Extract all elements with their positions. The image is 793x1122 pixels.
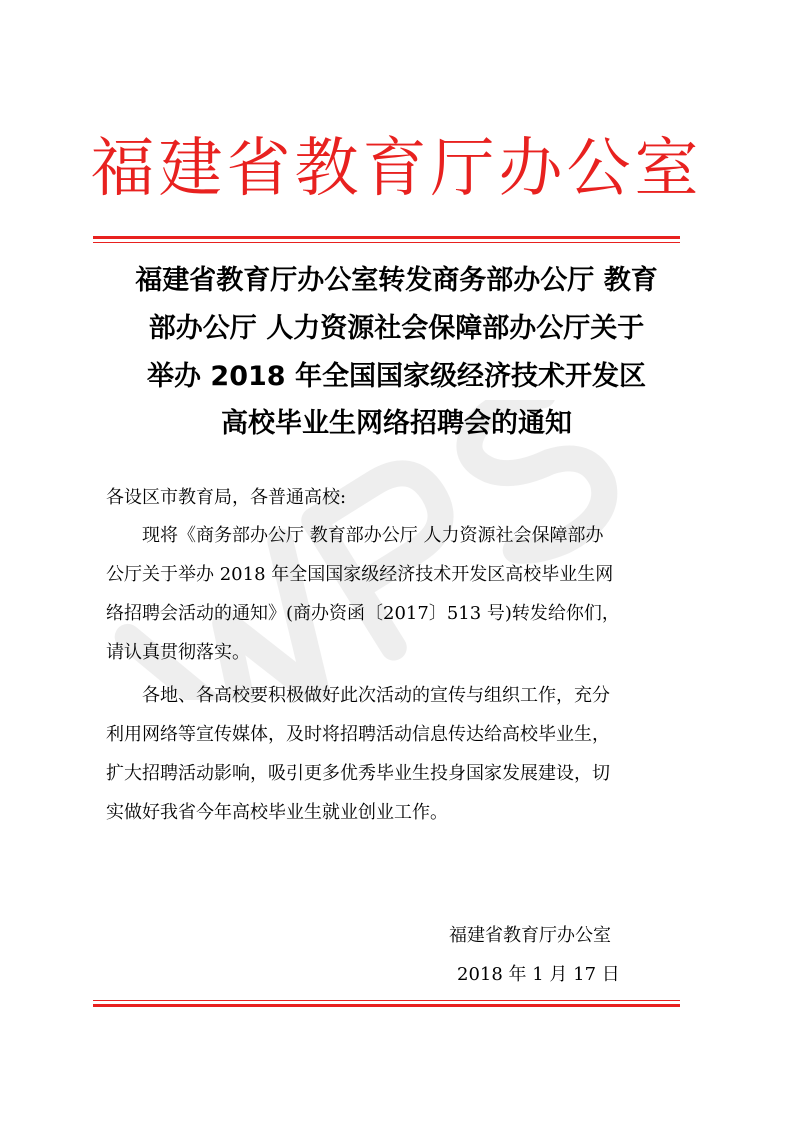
paragraph-1-line-4: 请认真贯彻落实。 bbox=[106, 642, 250, 663]
paragraph-2-line-1: 各地、各高校要积极做好此次活动的宣传与组织工作，充分 bbox=[142, 685, 610, 706]
footer-rule-thick bbox=[93, 1004, 680, 1007]
signature-date: 2018 年 1 月 17 日 bbox=[457, 964, 620, 985]
footer-rule-thin bbox=[93, 1000, 680, 1001]
signature-org: 福建省教育厅办公室 bbox=[449, 925, 611, 946]
paragraph-2-line-4: 实做好我省今年高校毕业生就业创业工作。 bbox=[106, 802, 448, 823]
title-line-2: 部办公厅 人力资源社会保障部办公厅关于 bbox=[148, 313, 645, 344]
title-line-1: 福建省教育厅办公室转发商务部办公厅 教育 bbox=[135, 265, 658, 296]
paragraph-2-line-3: 扩大招聘活动影响，吸引更多优秀毕业生投身国家发展建设，切 bbox=[106, 763, 610, 784]
title-line-4: 高校毕业生网络招聘会的通知 bbox=[221, 408, 572, 439]
paragraph-1-line-1: 现将《商务部办公厅 教育部办公厅 人力资源社会保障部办 bbox=[142, 525, 604, 546]
header-rule-thin bbox=[93, 242, 680, 243]
title-line-3: 举办 2018 年全国国家级经济技术开发区 bbox=[147, 361, 646, 392]
salutation: 各设区市教育局，各普通高校: bbox=[106, 487, 347, 508]
paragraph-1-line-3: 络招聘会活动的通知》(商办资函〔2017〕513 号)转发给你们， bbox=[106, 603, 620, 624]
paragraph-2-line-2: 利用网络等宣传媒体，及时将招聘活动信息传达给高校毕业生， bbox=[106, 724, 610, 745]
paragraph-1-line-2: 公厅关于举办 2018 年全国国家级经济技术开发区高校毕业生网 bbox=[106, 564, 614, 585]
header-rule-thick bbox=[93, 236, 680, 239]
issuer-masthead: 福建省教育厅办公室 bbox=[90, 132, 703, 206]
